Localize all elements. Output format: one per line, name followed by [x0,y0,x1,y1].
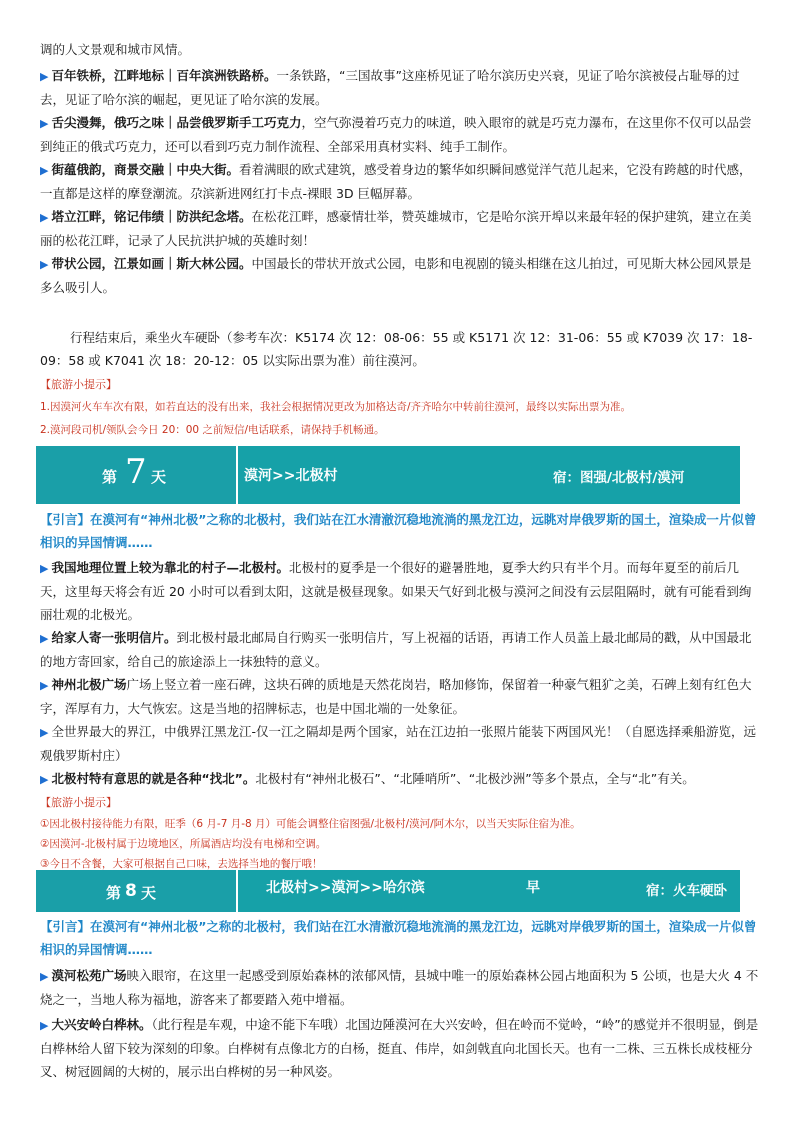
bullet-arrow-icon: ▶ [40,164,49,177]
harbin-item-flood-tower [40,205,760,252]
item-text: 北极村有“神州北极石”、“北陲哨所”、“北极沙洲”等多个景点，全与“北”有关。 [255,771,695,786]
item-title: 街蕴俄韵，商景交融｜中央大街。 [51,162,239,177]
day-info-block [238,446,740,504]
bullet-arrow-icon: ▶ [40,970,49,983]
tips-header: 【旅游小提示】 [40,378,117,391]
bullet-arrow-icon: ▶ [40,258,49,271]
day-prefix: 第 [102,468,118,486]
item-text: 中国最长的带状开放式公园，电影和电视剧的镜头相继在这儿拍过，可见斯大林公园风景是多么吸引人。 [40,256,752,295]
harbin-item-central-street [40,158,760,205]
harbin-item-railway-bridge [40,64,760,111]
tip-item: ①因北极村接待能力有限，旺季（6 月-7 月-8 月）可能会调整住宿图强/北极村/漠河/阿木尔，以当天实际住宿为准。 [40,818,581,830]
tip-item: 2.漠河段司机/领队会今日 20：00 之前短信/电话联系，请保持手机畅通。 [40,424,385,436]
tip-item: ③今日不含餐，大家可根据自己口味，去选择当地的餐厅哦！ [40,858,323,870]
item-title: 大兴安岭白桦林。 [51,1017,152,1032]
day-prefix: 第 [106,884,122,902]
bullet-arrow-icon: ▶ [40,632,49,645]
tip-item: ②因漠河-北极村属于边境地区，所属酒店均没有电梯和空调。 [40,838,327,850]
harbin-item-chocolate [40,111,760,158]
tips-header: 【旅游小提示】 [40,796,117,809]
day-route: 漠河>>北极村 [244,468,338,484]
harbin-item-stalin-park [40,252,760,299]
day-route: 北极村>>漠河>>哈尔滨 [266,880,425,896]
day-stay: 宿：火车硬卧 [646,883,727,899]
item-text: 看着满眼的欧式建筑，感受着身边的繁华如织瞬间感觉洋气范儿起来，它没有跨越的时代感，一直都是这样的摩登潮流。尕滨新进网红打卡点-裸眼 3D 巨幅屏幕。 [40,162,752,201]
item-text: （此行程是车观，中途不能下车哦）北国边陲漠河在大兴安岭，但在岭而不觉岭，“岭”的感觉并不很明显，倒是白桦林给人留下较为深刻的印象。白桦树有点像北方的白杨，挺直、伟岸，如剑戟直向北国长天。也有一二株、三五株长成枝桠分叉、树冠圆阔的大树的，展示出白桦树的另一种风姿。 [40,1017,759,1079]
day8-item-birch-forest [40,1013,760,1083]
day-number: 8 [125,881,137,901]
day7-item-postcard [40,626,760,673]
bullet-arrow-icon: ▶ [40,773,49,786]
bullet-arrow-icon: ▶ [40,211,49,224]
item-text: 全世界最大的界江，中俄界江黑龙江-仅一江之隔却是两个国家，站在江边拍一张照片能装下两国风光！（自愿选择乘船游览，远观俄罗斯村庄） [40,724,756,763]
day-number-block [36,870,236,912]
day-number: 7 [125,452,147,492]
train-note: 行程结束后，乘坐火车硬卧（参考车次：K5174 次 12：08-06：55 或 K5171 次 12：31-06：55 或 K7039 次 17：18-09：58 或 K7041 次 18：20-12：05 以实际出票为准）前往漠河。 [40,330,753,368]
item-title: 漠河松苑广场 [51,968,127,983]
day7-item-square [40,673,760,720]
bullet-arrow-icon: ▶ [40,117,49,130]
day7-item-north-village [40,556,760,626]
day-suffix: 天 [151,468,167,486]
item-title: 百年铁桥，江畔地标｜百年滨洲铁路桥。 [51,68,277,83]
tip-item: 1.因漠河火车车次有限，如若直达的没有出来，我社会根据情况更改为加格达奇/齐齐哈尔中转前往漠河，最终以实际出票为准。 [40,401,632,413]
day8-item-songyuan-square [40,964,760,1011]
item-text: 一条铁路，“三国故事”这座桥见证了哈尔滨历史兴衰，见证了哈尔滨被侵占耻辱的过去，见证了哈尔滨的崛起，更见证了哈尔滨的发展。 [40,68,740,107]
item-text: 在松花江畔，感豪情壮举，赞英雄城市，它是哈尔滨开埠以来最年轻的保护建筑，建立在美丽的松花江畔，记录了人民抗洪护城的英雄时刻！ [40,209,752,248]
item-title: 舌尖漫舞，俄巧之味｜品尝俄罗斯手工巧克力 [51,115,302,130]
day7-item-find-north [40,767,760,791]
day-number-block [36,446,236,504]
item-title: 我国地理位置上较为靠北的村子—北极村。 [51,560,289,575]
bullet-arrow-icon: ▶ [40,726,49,739]
item-title: 塔立江畔，铭记伟绩｜防洪纪念塔。 [51,209,252,224]
bullet-arrow-icon: ▶ [40,562,49,575]
item-text: ，空气弥漫着巧克力的味道，映入眼帘的就是巧克力瀑布，在这里你不仅可以品尝到纯正的俄式巧克力，还可以看到巧克力制作流程、全部采用真材实料、纯手工制作。 [40,115,752,154]
item-text: 映入眼帘，在这里一起感受到原始森林的浓郁风情，县城中唯一的原始森林公园占地面积为 5 公顷，也是大火 4 不烧之一，当地人称为福地，游客来了都要踏入苑中增福。 [40,968,759,1007]
bullet-arrow-icon: ▶ [40,679,49,692]
item-text: 广场上竖立着一座石碑，这块石碑的质地是天然花岗岩，略加修饰，保留着一种豪气粗犷之美，石碑上刻有红色大字，浑厚有力，大气恢宏。这是当地的招牌标志，也是中国北端的一处象征。 [40,677,752,716]
item-title: 神州北极广场 [51,677,127,692]
item-title: 给家人寄一张明信片。 [51,630,177,645]
item-text: 到北极村最北邮局自行购买一张明信片，写上祝福的话语，再请工作人员盖上最北邮局的戳，从中国最北的地方寄回家，给自己的旅途添上一抹独特的意义。 [40,630,752,669]
item-title: 带状公园，江景如画｜斯大林公园。 [51,256,252,271]
day7-item-border-river [40,720,760,767]
day-info-block [238,870,740,912]
day-8-intro: 【引言】在漠河有“神州北极”之称的北极村，我们站在江水清澈沉稳地流淌的黑龙江边，远眺对岸俄罗斯的国土，渲染成一片似曾相识的异国情调…… [40,919,757,957]
bullet-arrow-icon: ▶ [40,70,49,83]
bullet-arrow-icon: ▶ [40,1019,49,1032]
item-title: 北极村特有意思的就是各种“找北”。 [51,771,256,786]
day-stay: 宿：图强/北极村/漠河 [553,470,685,486]
item-text: 北极村的夏季是一个很好的避暑胜地，夏季大约只有半个月。而每年夏至的前后几天，这里每天将会有近 20 小时可以看到太阳，这就是极昼现象。如果天气好到北极与漠河之间没有云层阻隔时，就有可能看到绚丽壮观的北极光。 [40,560,752,622]
day-7-intro: 【引言】在漠河有“神州北极”之称的北极村，我们站在江水清澈沉稳地流淌的黑龙江边，远眺对岸俄罗斯的国土，渲染成一片似曾相识的异国情调…… [40,512,757,550]
day-7-banner [36,446,740,504]
day-8-banner [36,870,740,912]
day-suffix: 天 [141,884,157,902]
day-meal: 早 [526,880,540,896]
paragraph-intro-tail: 调的人文景观和城市风情。 [40,42,191,57]
